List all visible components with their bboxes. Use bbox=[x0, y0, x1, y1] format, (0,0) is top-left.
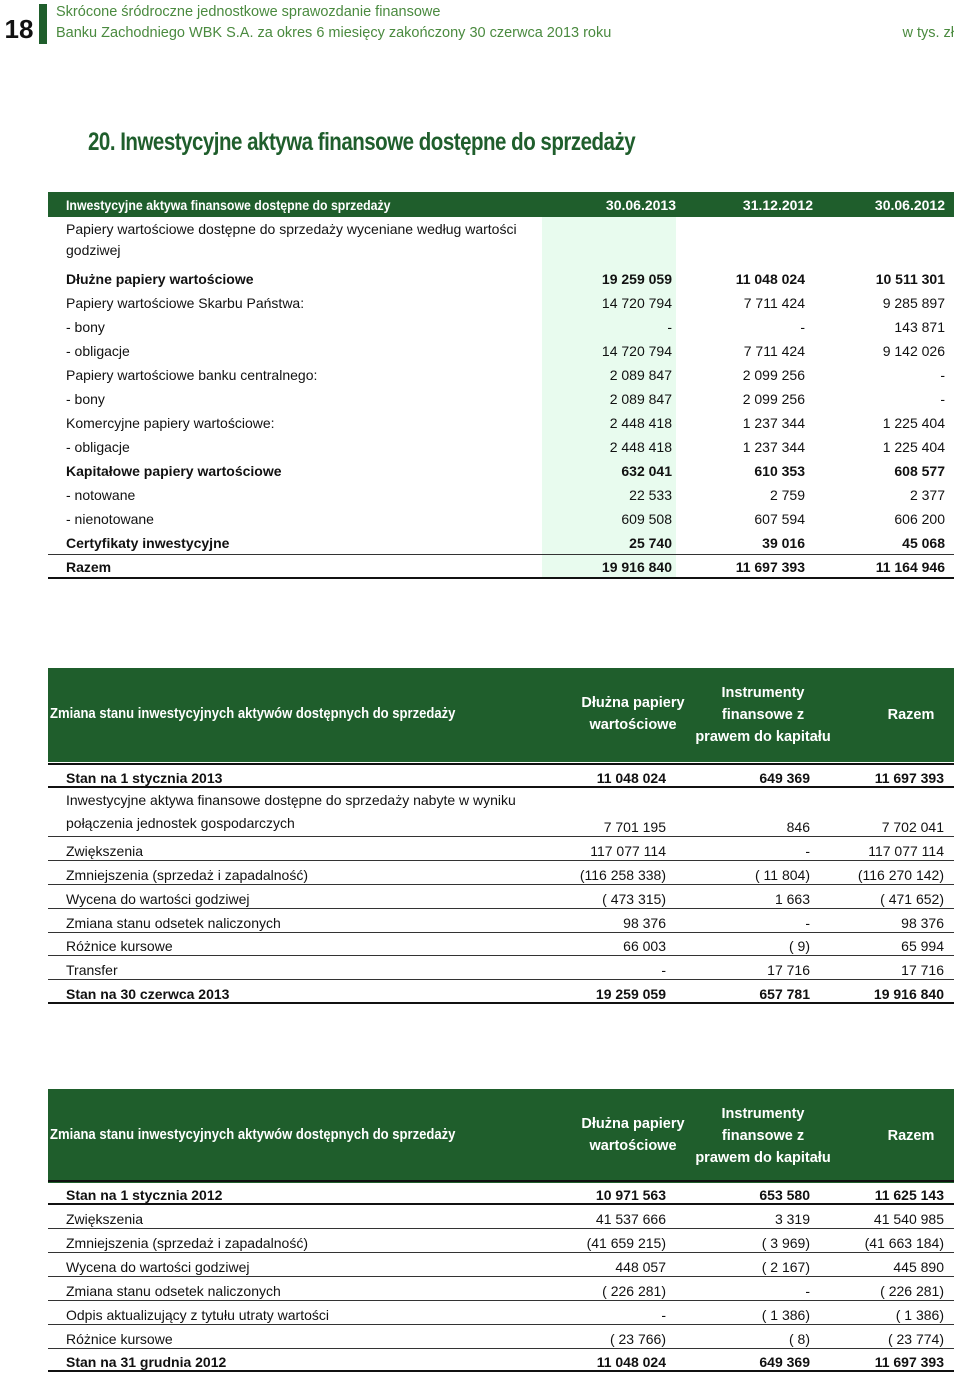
row-value-col-2: 2 099 256 bbox=[742, 367, 805, 383]
row-value-col-2: 39 016 bbox=[762, 535, 805, 551]
table-row bbox=[48, 1181, 954, 1205]
header-accent-bar bbox=[39, 4, 47, 44]
row-label: - bony bbox=[66, 319, 105, 335]
table-row bbox=[48, 885, 954, 909]
row-label: Transfer bbox=[66, 962, 118, 978]
row-value-col-3: 7 702 041 bbox=[881, 819, 944, 835]
row-value-col-1: 11 048 024 bbox=[596, 1354, 666, 1370]
table-row bbox=[48, 861, 954, 885]
row-value-col-3: (116 270 142) bbox=[857, 867, 944, 883]
table-body bbox=[48, 267, 954, 577]
row-label-line2: połączenia jednostek gospodarczych bbox=[66, 815, 295, 831]
row-divider bbox=[48, 1370, 954, 1372]
table-row bbox=[48, 315, 954, 339]
col2-line3: prawem do kapitału bbox=[695, 729, 831, 745]
row-value-col-3: ( 1 386) bbox=[895, 1307, 944, 1323]
row-divider bbox=[48, 763, 954, 765]
header-title-line1: Skrócone śródroczne jednostkowe sprawozdanie finansowe bbox=[56, 4, 441, 20]
row-label: - nienotowane bbox=[66, 511, 154, 527]
row-value-col-1: - bbox=[661, 962, 666, 978]
row-value-col-3: (41 663 184) bbox=[864, 1235, 944, 1251]
row-value-col-2: 7 711 424 bbox=[743, 295, 805, 311]
header-title-line2: Banku Zachodniego WBK S.A. za okres 6 miesięcy zakończony 30 czerwca 2013 roku bbox=[56, 25, 612, 41]
table-row bbox=[48, 1205, 954, 1229]
row-value-col-1: 98 376 bbox=[623, 915, 666, 931]
row-value-col-3: ( 23 774) bbox=[887, 1331, 944, 1347]
row-value-col-1: 2 448 418 bbox=[609, 439, 672, 455]
table-body bbox=[48, 1181, 954, 1372]
row-value-col-2: 610 353 bbox=[754, 463, 805, 479]
row-divider bbox=[48, 577, 954, 579]
section-title: 20. Inwestycyjne aktywa finansowe dostępne do sprzedaży bbox=[88, 128, 636, 156]
table-row bbox=[48, 980, 954, 1004]
available-for-sale-table bbox=[48, 192, 954, 577]
col2-line1: Instrumenty bbox=[721, 1106, 805, 1122]
row-value-col-3: - bbox=[940, 391, 945, 407]
row-value-col-3: ( 226 281) bbox=[880, 1283, 944, 1299]
table-header-col-3: Razem bbox=[887, 1128, 935, 1144]
row-label: Komercyjne papiery wartościowe: bbox=[66, 415, 275, 431]
col1-line1: Dłużna papiery bbox=[581, 695, 685, 711]
row-value-col-1: 14 720 794 bbox=[601, 295, 672, 311]
row-value-col-3: ( 471 652) bbox=[880, 891, 944, 907]
row-value-col-3: 2 377 bbox=[909, 487, 945, 503]
row-value-col-3: 9 285 897 bbox=[882, 295, 945, 311]
row-value-col-2: 649 369 bbox=[759, 1354, 810, 1370]
table-row bbox=[48, 411, 954, 435]
row-value-col-3: 9 142 026 bbox=[882, 343, 945, 359]
row-value-col-1: 11 048 024 bbox=[596, 770, 666, 786]
table-header-row bbox=[48, 192, 954, 217]
col1-line2: wartościowe bbox=[589, 717, 677, 733]
table-row bbox=[48, 483, 954, 507]
row-value-col-3: 41 540 985 bbox=[873, 1211, 944, 1227]
col1-line1: Dłużna papiery bbox=[581, 1116, 685, 1132]
highlight-column-bg bbox=[542, 217, 676, 267]
row-label: Zmniejszenia (sprzedaż i zapadalność) bbox=[66, 867, 308, 883]
row-value-col-1: 609 508 bbox=[621, 511, 672, 527]
row-label: Stan na 30 czerwca 2013 bbox=[66, 986, 230, 1002]
table-row bbox=[48, 267, 954, 291]
table-header-label: Zmiana stanu inwestycyjnych aktywów dostępnych do sprzedaży bbox=[50, 706, 456, 722]
table-row bbox=[48, 507, 954, 531]
col2-line1: Instrumenty bbox=[721, 685, 805, 701]
row-label: - notowane bbox=[66, 487, 136, 503]
row-value-col-1: - bbox=[661, 1307, 666, 1323]
row-label: Zwiększenia bbox=[66, 1211, 144, 1227]
row-value-col-2: ( 3 969) bbox=[761, 1235, 810, 1251]
table-header-col-3: Razem bbox=[887, 707, 935, 723]
row-value-col-1: 7 701 195 bbox=[603, 819, 666, 835]
row-value-col-1: 41 537 666 bbox=[595, 1211, 666, 1227]
row-label: Dłużne papiery wartościowe bbox=[66, 271, 254, 287]
row-value-col-2: ( 2 167) bbox=[761, 1259, 810, 1275]
row-value-col-2: ( 8) bbox=[789, 1331, 810, 1347]
row-label: - obligacje bbox=[66, 439, 130, 455]
row-value-col-1: 117 077 114 bbox=[590, 843, 666, 859]
table-header-row bbox=[48, 1089, 954, 1183]
row-value-col-1: ( 473 315) bbox=[602, 891, 666, 907]
row-value-col-1: 22 533 bbox=[629, 487, 672, 503]
row-label: Zmniejszenia (sprzedaż i zapadalność) bbox=[66, 1235, 308, 1251]
row-value-col-1: 25 740 bbox=[629, 535, 672, 551]
row-divider bbox=[48, 1002, 954, 1004]
row-value-col-3: 45 068 bbox=[902, 535, 945, 551]
row-value-col-1: ( 23 766) bbox=[609, 1331, 666, 1347]
table-row bbox=[48, 788, 954, 837]
row-value-col-3: 11 697 393 bbox=[874, 1354, 944, 1370]
row-value-col-3: 65 994 bbox=[901, 938, 944, 954]
row-label: Zwiększenia bbox=[66, 843, 144, 859]
row-divider bbox=[48, 1180, 954, 1182]
table-header-col-3: 30.06.2012 bbox=[874, 197, 945, 213]
row-value-col-1: 14 720 794 bbox=[601, 343, 672, 359]
table-row bbox=[48, 291, 954, 315]
table-row bbox=[48, 909, 954, 933]
table-row bbox=[48, 1229, 954, 1253]
row-value-col-1: 66 003 bbox=[623, 938, 666, 954]
row-value-col-1: 632 041 bbox=[621, 463, 672, 479]
row-value-col-1: 19 916 840 bbox=[601, 559, 672, 575]
row-label: Różnice kursowe bbox=[66, 1331, 173, 1347]
row-value-col-1: 19 259 059 bbox=[595, 986, 666, 1002]
page-header bbox=[0, 0, 960, 48]
row-value-col-3: 608 577 bbox=[894, 463, 945, 479]
row-value-col-2: 11 048 024 bbox=[735, 271, 805, 287]
table-row bbox=[48, 1325, 954, 1349]
row-value-col-2: 657 781 bbox=[759, 986, 810, 1002]
row-value-col-2: 1 237 344 bbox=[742, 439, 805, 455]
table-row bbox=[48, 387, 954, 411]
row-value-col-3: 98 376 bbox=[901, 915, 944, 931]
table-header-col-2 bbox=[678, 1103, 848, 1169]
row-value-col-2: 846 bbox=[786, 819, 810, 835]
table-row bbox=[48, 531, 954, 555]
col1-line2: wartościowe bbox=[589, 1138, 677, 1154]
row-value-col-2: 607 594 bbox=[754, 511, 805, 527]
row-value-col-3: 17 716 bbox=[901, 962, 944, 978]
row-label: Stan na 31 grudnia 2012 bbox=[66, 1354, 227, 1370]
row-value-col-1: ( 226 281) bbox=[602, 1283, 666, 1299]
row-value-col-3: 11 625 143 bbox=[874, 1187, 944, 1203]
col2-line3: prawem do kapitału bbox=[695, 1150, 831, 1166]
row-value-col-2: 2 759 bbox=[769, 487, 805, 503]
table-row bbox=[48, 1349, 954, 1372]
table-row bbox=[48, 956, 954, 980]
intro-line-2: godziwej bbox=[66, 242, 121, 258]
table-header-col-1: 30.06.2013 bbox=[605, 197, 676, 213]
row-value-col-1: - bbox=[667, 319, 672, 335]
row-value-col-2: 2 099 256 bbox=[742, 391, 805, 407]
row-value-col-2: 649 369 bbox=[759, 770, 810, 786]
header-unit: w tys. zł bbox=[902, 25, 954, 41]
row-value-col-2: - bbox=[805, 915, 810, 931]
table-row bbox=[48, 1301, 954, 1325]
row-value-col-3: 11 697 393 bbox=[874, 770, 944, 786]
row-label: Kapitałowe papiery wartościowe bbox=[66, 463, 282, 479]
row-label: Wycena do wartości godziwej bbox=[66, 891, 250, 907]
table-row bbox=[48, 1277, 954, 1301]
row-value-col-1: 448 057 bbox=[615, 1259, 666, 1275]
table-row bbox=[48, 764, 954, 788]
row-value-col-2: 1 663 bbox=[774, 891, 810, 907]
row-value-col-2: ( 9) bbox=[789, 938, 810, 954]
row-label: Papiery wartościowe Skarbu Państwa: bbox=[66, 295, 305, 311]
table-row bbox=[48, 459, 954, 483]
table-row bbox=[48, 933, 954, 956]
row-label: Stan na 1 stycznia 2013 bbox=[66, 770, 223, 786]
row-label: - obligacje bbox=[66, 343, 130, 359]
row-value-col-3: 143 871 bbox=[894, 319, 945, 335]
row-label: Zmiana stanu odsetek naliczonych bbox=[66, 1283, 281, 1299]
table-row bbox=[48, 555, 954, 577]
changes-2012-table bbox=[48, 1089, 954, 1372]
row-value-col-3: 19 916 840 bbox=[873, 986, 944, 1002]
row-value-col-3: 445 890 bbox=[893, 1259, 944, 1275]
table-row bbox=[48, 837, 954, 861]
page-number: 18 bbox=[4, 14, 34, 44]
table-body bbox=[48, 764, 954, 1004]
changes-2013-table bbox=[48, 668, 954, 1004]
row-value-col-1: 2 089 847 bbox=[609, 367, 672, 383]
row-value-col-2: 7 711 424 bbox=[743, 343, 805, 359]
row-label: Zmiana stanu odsetek naliczonych bbox=[66, 915, 281, 931]
row-value-col-1: 2 448 418 bbox=[609, 415, 672, 431]
col2-line2: finansowe z bbox=[721, 1128, 805, 1144]
row-value-col-2: 3 319 bbox=[774, 1211, 810, 1227]
row-value-col-2: ( 11 804) bbox=[755, 867, 810, 883]
table-header-col-2: 31.12.2012 bbox=[742, 197, 813, 213]
row-value-col-3: 606 200 bbox=[894, 511, 945, 527]
row-value-col-2: ( 1 386) bbox=[761, 1307, 810, 1323]
row-value-col-1: 19 259 059 bbox=[601, 271, 672, 287]
row-value-col-2: - bbox=[805, 843, 810, 859]
row-value-col-1: (116 258 338) bbox=[579, 867, 666, 883]
row-label: Odpis aktualizujący z tytułu utraty wartości bbox=[66, 1307, 329, 1323]
row-value-col-3: 117 077 114 bbox=[868, 843, 944, 859]
row-value-col-2: 1 237 344 bbox=[742, 415, 805, 431]
row-value-col-2: 17 716 bbox=[767, 962, 810, 978]
row-value-col-1: 2 089 847 bbox=[609, 391, 672, 407]
row-label: Wycena do wartości godziwej bbox=[66, 1259, 250, 1275]
table-row bbox=[48, 363, 954, 387]
table-header-col-2 bbox=[678, 682, 848, 748]
intro-line-1: Papiery wartościowe dostępne do sprzedaży wyceniane według wartości bbox=[66, 221, 517, 237]
table-intro-row bbox=[48, 217, 954, 267]
row-value-col-1: 10 971 563 bbox=[595, 1187, 666, 1203]
table-row bbox=[48, 339, 954, 363]
row-value-col-3: 10 511 301 bbox=[875, 271, 945, 287]
row-label: Razem bbox=[66, 559, 112, 575]
row-value-col-3: 11 164 946 bbox=[875, 559, 945, 575]
row-label: - bony bbox=[66, 391, 105, 407]
table-row bbox=[48, 1253, 954, 1277]
row-value-col-3: - bbox=[940, 367, 945, 383]
row-value-col-3: 1 225 404 bbox=[882, 439, 945, 455]
row-value-col-2: - bbox=[800, 319, 805, 335]
row-value-col-3: 1 225 404 bbox=[882, 415, 945, 431]
row-label: Papiery wartościowe banku centralnego: bbox=[66, 367, 318, 383]
col2-line2: finansowe z bbox=[721, 707, 805, 723]
row-label: Stan na 1 stycznia 2012 bbox=[66, 1187, 223, 1203]
table-header-label: Zmiana stanu inwestycyjnych aktywów dostępnych do sprzedaży bbox=[50, 1127, 456, 1143]
table-header-row bbox=[48, 668, 954, 762]
row-value-col-2: - bbox=[805, 1283, 810, 1299]
row-label: Certyfikaty inwestycyjne bbox=[66, 535, 230, 551]
table-row bbox=[48, 435, 954, 459]
row-value-col-2: 11 697 393 bbox=[735, 559, 805, 575]
row-label: Inwestycyjne aktywa finansowe dostępne do sprzedaży nabyte w wyniku bbox=[66, 792, 516, 808]
row-label: Różnice kursowe bbox=[66, 938, 173, 954]
row-value-col-2: 653 580 bbox=[759, 1187, 810, 1203]
row-value-col-1: (41 659 215) bbox=[586, 1235, 666, 1251]
table-header-label: Inwestycyjne aktywa finansowe dostępne do sprzedaży bbox=[66, 197, 391, 213]
